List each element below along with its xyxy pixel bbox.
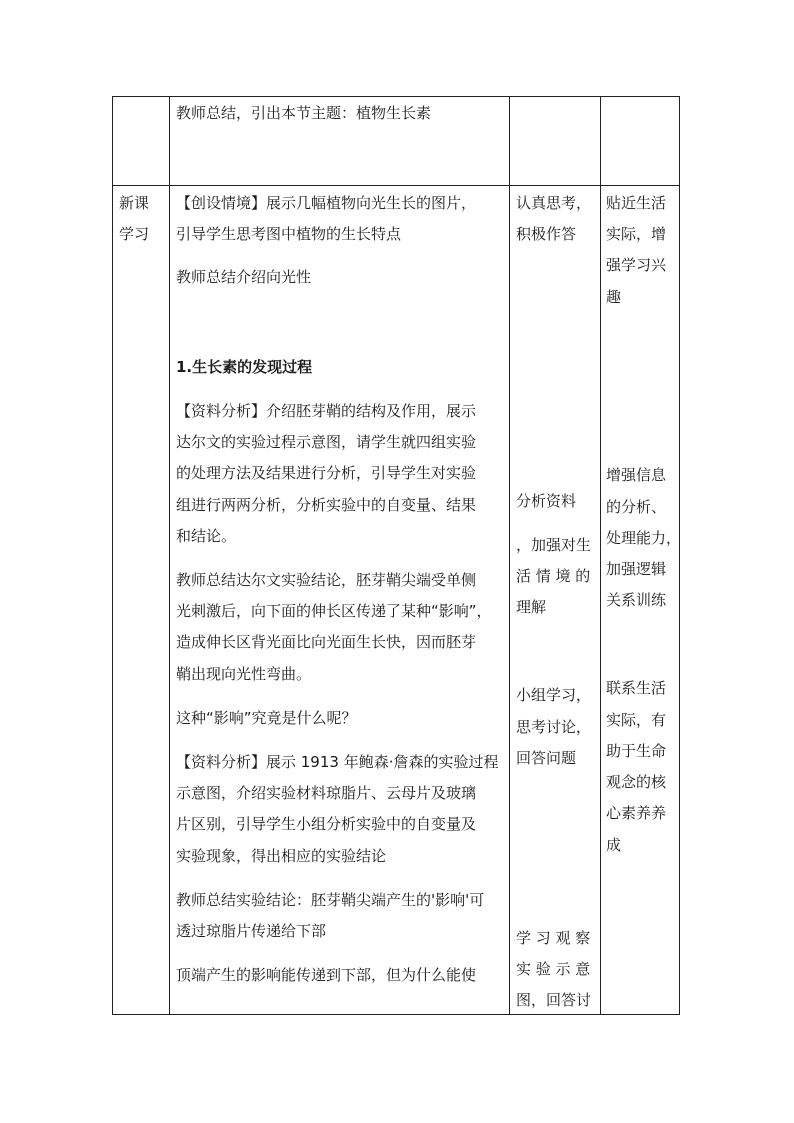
- column-divider: [600, 97, 601, 1014]
- design-intent-line: 贴近生活: [606, 194, 667, 212]
- student-activity-line: 回答问题: [516, 749, 577, 767]
- student-activity-line: 理解: [516, 598, 547, 616]
- process-line: 引导学生思考图中植物的生长特点: [176, 225, 402, 243]
- student-activity-line: 图，回答讨: [516, 991, 592, 1009]
- process-line: 片区别，引导学生小组分析实验中的自变量及: [176, 815, 477, 833]
- process-line: 示意图，介绍实验材料琼脂片、云母片及玻璃: [176, 784, 477, 802]
- process-line: 【资料分析】展示 1913 年鲍森·詹森的实验过程: [176, 753, 499, 771]
- design-intent-line: 加强逻辑: [606, 560, 667, 578]
- section-heading: 1.生长素的发现过程: [176, 358, 313, 376]
- design-intent-line: 联系生活: [606, 679, 667, 697]
- process-line: 实验现象，得出相应的实验结论: [176, 847, 387, 865]
- column-divider: [509, 97, 510, 1014]
- lesson-plan-table: [112, 96, 680, 1015]
- design-intent-line: 处理能力，: [606, 529, 682, 547]
- process-line: 鞘出现向光性弯曲。: [176, 665, 312, 683]
- process-line: 达尔文的实验过程示意图，请学生就四组实验: [176, 433, 477, 451]
- student-activity-line: 小组学习，: [516, 686, 592, 704]
- design-intent-line: 强学习兴: [606, 256, 667, 274]
- process-line: 组进行两两分析，分析实验中的自变量、结果: [176, 496, 477, 514]
- stage-label: 学习: [119, 225, 150, 243]
- row1-process-text: 教师总结，引出本节主题：植物生长素: [176, 104, 432, 122]
- process-line: 和结论。: [176, 527, 237, 545]
- design-intent-line: 的分析、: [606, 498, 667, 516]
- student-activity-line: 分析资料: [516, 492, 577, 510]
- process-line: 造成伸长区背光面比向光面生长快，因而胚芽: [176, 633, 477, 651]
- process-line: 的处理方法及结果进行分析，引导学生对实验: [176, 464, 477, 482]
- process-line: 光刺激后，向下面的伸长区传递了某种“影响”，: [176, 602, 492, 620]
- process-line: 【创设情境】展示几幅植物向光生长的图片，: [176, 194, 477, 212]
- row-divider: [113, 185, 679, 186]
- column-divider: [169, 97, 170, 1014]
- design-intent-line: 趣: [606, 288, 622, 306]
- student-activity-line: 实 验 示 意: [516, 960, 591, 978]
- design-intent-line: 观念的核: [606, 773, 667, 791]
- design-intent-line: 实际，有: [606, 711, 667, 729]
- design-intent-line: 成: [606, 836, 622, 854]
- process-line: 【资料分析】介绍胚芽鞘的结构及作用，展示: [176, 402, 477, 420]
- stage-label: 新课: [119, 194, 150, 212]
- design-intent-line: 实际，增: [606, 225, 667, 243]
- process-line: 教师总结实验结论：胚芽鞘尖端产生的'影响'可: [176, 891, 485, 909]
- process-line: 这种“影响”究竟是什么呢？: [176, 709, 357, 727]
- design-intent-line: 增强信息: [606, 466, 667, 484]
- design-intent-line: 心素养养: [606, 804, 667, 822]
- student-activity-line: 活 情 境 的: [516, 567, 591, 585]
- design-intent-line: 助于生命: [606, 742, 667, 760]
- student-activity-line: 积极作答: [516, 225, 577, 243]
- process-line: 教师总结介绍向光性: [176, 268, 312, 286]
- process-line: 透过琼脂片传递给下部: [176, 922, 327, 940]
- student-activity-line: 学 习 观 察: [516, 929, 591, 947]
- student-activity-line: 思考讨论，: [516, 718, 592, 736]
- student-activity-line: 认真思考，: [516, 194, 592, 212]
- student-activity-line: ，加强对生: [516, 536, 592, 554]
- process-line: 顶端产生的影响能传递到下部，但为什么能使: [176, 966, 477, 984]
- process-line: 教师总结达尔文实验结论，胚芽鞘尖端受单侧: [176, 571, 477, 589]
- design-intent-line: 关系训练: [606, 591, 667, 609]
